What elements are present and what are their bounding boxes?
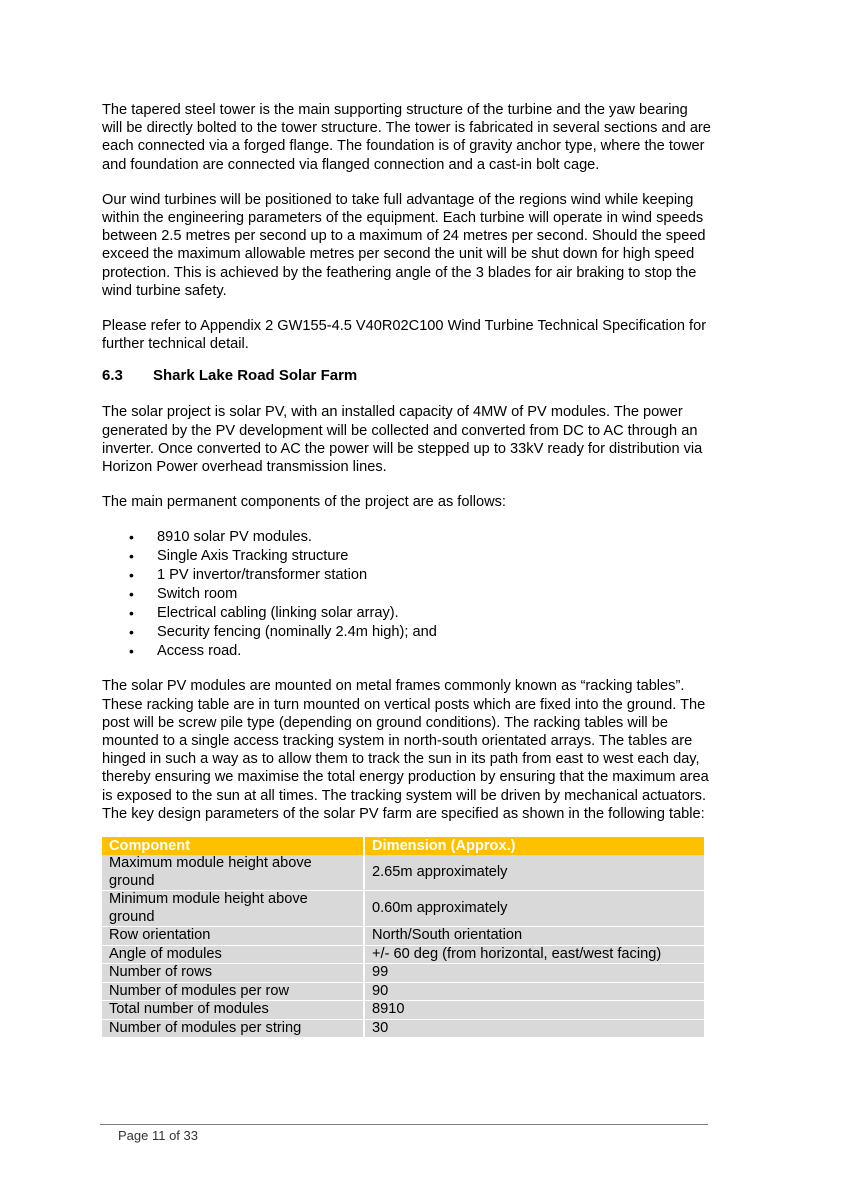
- table-row: [102, 964, 704, 983]
- list-item: • Single Axis Tracking structure: [129, 548, 349, 565]
- page-number: Page 11 of 33: [118, 1128, 198, 1143]
- cell-component: Row orientation: [102, 927, 364, 946]
- cell-component: Number of modules per row: [102, 982, 364, 1001]
- bullet-icon: •: [129, 567, 134, 584]
- paragraph-components-intro: The main permanent components of the project are as follows:: [102, 494, 506, 511]
- cell-dimension: 99: [364, 964, 704, 983]
- paragraph-racking-tables: The solar PV modules are mounted on metal frames commonly known as “racking tables”. These racking table are in turn mounted on vertical posts which are fixed into the ground. The post will be screw pile type (depending on ground conditions). The racking tables will be mounted to a single access tracking system in north-south orientated arrays. The tables are hinged in such a way as to allow them to track the sun in its path from east to west each day, thereby ensuring we maximise the total energy production by ensuring that the maximum area is exposed to the sun at all times. The tracking system will be driven by mechanical actuators. The key design parameters of the solar PV farm are specified as shown in the following table:: [102, 678, 709, 822]
- cell-dimension: 90: [364, 982, 704, 1001]
- table-row: [102, 855, 704, 891]
- paragraph-appendix-reference: Please refer to Appendix 2 GW155-4.5 V40R02C100 Wind Turbine Technical Specification for further technical detail.: [102, 318, 707, 353]
- paragraph-solar-project: The solar project is solar PV, with an installed capacity of 4MW of PV modules. The power generated by the PV development will be collected and converted from DC to AC through an inverter. Once converted to AC the power will be stepped up to 33kV ready for distribution via Horizon Power overhead transmission lines.: [102, 404, 703, 476]
- cell-component: Minimum module height above ground: [102, 891, 364, 927]
- list-item: • Access road.: [129, 643, 242, 660]
- column-header-component: Component: [102, 837, 364, 855]
- bullet-icon: •: [129, 548, 134, 565]
- bullet-icon: •: [129, 643, 134, 660]
- bullet-icon: •: [129, 586, 134, 603]
- footer-divider: [100, 1124, 708, 1125]
- table-row: [102, 1019, 704, 1038]
- cell-dimension: 8910: [364, 1001, 704, 1020]
- cell-dimension: 2.65m approximately: [364, 855, 704, 891]
- page-content: [102, 101, 712, 1038]
- cell-dimension: 30: [364, 1019, 704, 1038]
- paragraph-tower: The tapered steel tower is the main supporting structure of the turbine and the yaw bearing will be directly bolted to the tower structure. The tower is fabricated in several sections and are each connected via a forged flange. The foundation is of gravity anchor type, where the tower and foundation are connected via flanged connection and a cast-in bolt cage.: [102, 102, 711, 173]
- cell-component: Angle of modules: [102, 945, 364, 964]
- list-item: • 1 PV invertor/transformer station: [129, 567, 368, 584]
- paragraph-wind-turbines: Our wind turbines will be positioned to take full advantage of the regions wind while keeping within the engineering parameters of the equipment. Each turbine will operate in wind speeds between 2.5 metres per second up to a maximum of 24 metres per second. Should the speed exceed the maximum allowable metres per second the unit will be shut down for high speed protection. This is achieved by the feathering angle of the 3 blades for air braking to stop the wind turbine safety.: [102, 191, 706, 299]
- column-header-dimension: Dimension (Approx.): [364, 837, 704, 855]
- cell-component: Number of rows: [102, 964, 364, 983]
- cell-dimension: 0.60m approximately: [364, 891, 704, 927]
- table-row: [102, 927, 704, 946]
- cell-component: Maximum module height above ground: [102, 855, 364, 891]
- bullet-icon: •: [129, 529, 134, 546]
- cell-component: Number of modules per string: [102, 1019, 364, 1038]
- section-heading: [102, 367, 712, 385]
- list-item: • Electrical cabling (linking solar array).: [129, 605, 399, 622]
- cell-component: Total number of modules: [102, 1001, 364, 1020]
- bullet-icon: •: [129, 605, 134, 622]
- list-item: • Switch room: [129, 586, 238, 603]
- list-item: • Security fencing (nominally 2.4m high); and: [129, 624, 437, 641]
- components-list: [102, 528, 712, 661]
- section-title: Shark Lake Road Solar Farm: [153, 367, 358, 385]
- table-row: [102, 945, 704, 964]
- cell-dimension: North/South orientation: [364, 927, 704, 946]
- table-row: [102, 891, 704, 927]
- cell-dimension: +/- 60 deg (from horizontal, east/west facing): [364, 945, 704, 964]
- table-row: [102, 982, 704, 1001]
- table-row: [102, 1001, 704, 1020]
- design-parameters-table: [102, 837, 704, 1038]
- bullet-icon: •: [129, 624, 134, 641]
- list-item: • 8910 solar PV modules.: [129, 529, 312, 546]
- table-header-row: [102, 837, 704, 855]
- section-number: 6.3: [102, 367, 123, 385]
